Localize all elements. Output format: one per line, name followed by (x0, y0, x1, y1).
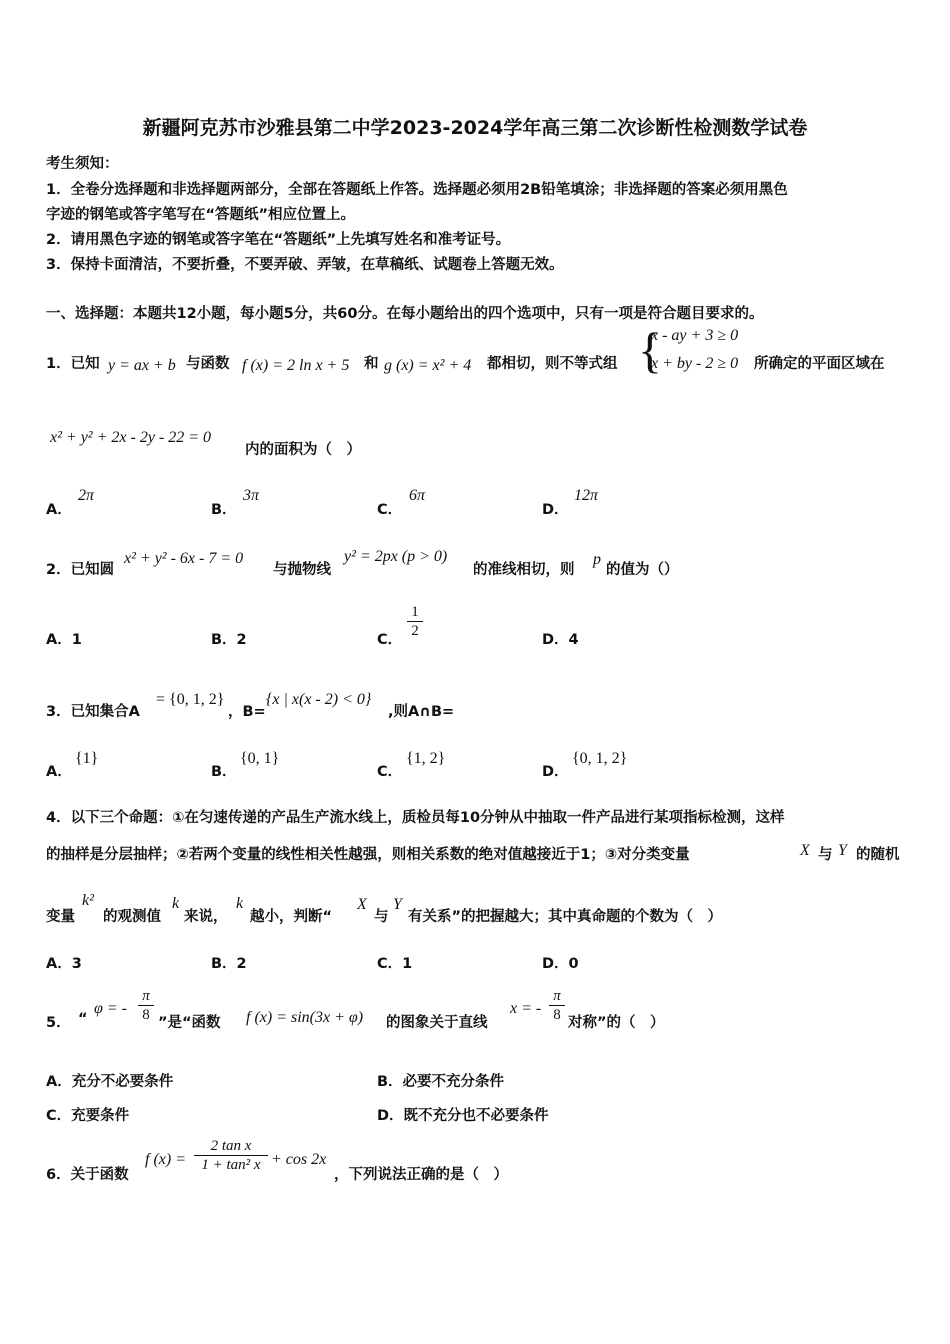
q1-f-formula: f (x) = 2 ln x + 5 (242, 357, 350, 374)
q6-number: 6．关于函数 (46, 1167, 129, 1183)
q5-text-3: 对称”的（ ） (568, 1015, 665, 1031)
section-heading: 一、选择题：本题共12小题，每小题5分，共60分。在每小题给出的四个选项中，只有一项是符合题目要求的。 (46, 306, 764, 322)
q5-x-equals: x = - (510, 1000, 542, 1017)
q1-text-5: 内的面积为（ ） (245, 442, 361, 458)
q2-parabola-formula: y² = 2px (p > 0) (344, 548, 448, 565)
q3-set-b: {x | x(x - 2) < 0} (266, 691, 372, 708)
q3-option-d-label: D． (542, 764, 569, 780)
q1-option-b-label: B． (211, 502, 237, 518)
q3-set-a: = {0, 1, 2} (156, 691, 225, 708)
q2-circle-formula: x² + y² - 6x - 7 = 0 (124, 550, 244, 567)
q2-option-c-denominator: 2 (411, 623, 419, 639)
q1-text-2: 和 (364, 356, 379, 372)
q4-line-3f: 有关系”的把握越大；其中真命题的个数为（ ） (408, 909, 723, 925)
q4-line-2a: 的抽样是分层抽样；②若两个变量的线性相关性越强，则相关系数的绝对值越接近于1；③对分类变量 (46, 847, 690, 863)
q4-option-b: B．2 (211, 956, 247, 972)
q5-f-formula: f (x) = sin(3x + φ) (246, 1009, 364, 1026)
notice-item-2: 2．请用黑色字迹的钢笔或答字笔在“答题纸”上先填写姓名和准考证号。 (46, 232, 511, 248)
q5-number: 5． (46, 1015, 71, 1031)
q4-var-x: X (800, 842, 810, 859)
q4-k-1: k (172, 895, 180, 912)
q5-quote-open: “ (78, 1011, 88, 1027)
notice-item-1-line-2: 字迹的钢笔或答字笔写在“答题纸”相应位置上。 (46, 207, 356, 223)
q1-number: 1．已知 (46, 356, 100, 372)
q4-line-3a: 变量 (46, 909, 75, 925)
q4-var-x-2: X (357, 896, 367, 913)
q6-tail-formula: + cos 2x (271, 1151, 327, 1168)
q5-option-a: A．充分不必要条件 (46, 1074, 174, 1090)
q4-option-d: D．0 (542, 956, 579, 972)
q1-text-1: 与函数 (186, 356, 230, 372)
q4-line-3e: 与 (374, 909, 389, 925)
q2-option-d: D．4 (542, 632, 579, 648)
q4-line-3b: 的观测值 (103, 909, 161, 925)
q5-x-fraction (549, 987, 565, 1024)
q1-text-4: 所确定的平面区域在 (754, 356, 885, 372)
q2-text-2: 的准线相切，则 (473, 562, 575, 578)
q5-option-c: C．充要条件 (46, 1108, 130, 1124)
q3-option-b-label: B． (211, 764, 237, 780)
q1-inequality-1: x - ay + 3 ≥ 0 (651, 327, 739, 344)
q1-option-a-label: A． (46, 502, 72, 518)
q1-option-d-value: 12π (574, 487, 599, 504)
q5-phi-equals: φ = - (94, 1000, 127, 1017)
q5-option-d: D．既不充分也不必要条件 (377, 1108, 549, 1124)
q1-text-3: 都相切，则不等式组 (487, 356, 618, 372)
q1-option-c-label: C． (377, 502, 403, 518)
q6-text-1: ，下列说法正确的是（ ） (334, 1167, 508, 1183)
q1-circle-formula: x² + y² + 2x - 2y - 22 = 0 (50, 429, 212, 446)
q5-text-2: 的图象关于直线 (386, 1015, 488, 1031)
q4-line-3d: 越小，判断“ (250, 909, 333, 925)
q2-text-1: 与抛物线 (273, 562, 331, 578)
page-title: 新疆阿克苏市沙雅县第二中学2023-2024学年高三第二次诊断性检测数学试卷 (142, 117, 808, 139)
q6-fraction (194, 1137, 268, 1174)
q3-option-c-value: {1, 2} (406, 750, 446, 767)
q6-denominator: 1 + tan² x (201, 1157, 261, 1173)
q2-option-b: B．2 (211, 632, 247, 648)
q4-line-2c: 的随机 (856, 847, 900, 863)
q4-var-y-2: Y (393, 896, 402, 913)
q4-var-y: Y (838, 842, 847, 859)
q5-phi-fraction (138, 987, 154, 1024)
q2-text-3: 的值为（） (606, 562, 679, 578)
q5-text-1: ”是“函数 (158, 1015, 221, 1031)
q4-option-a: A．3 (46, 956, 82, 972)
q3-text-2: ,则A∩B= (388, 704, 455, 720)
notice-item-3: 3．保持卡面清洁，不要折叠，不要弄破、弄皱，在草稿纸、试题卷上答题无效。 (46, 257, 564, 273)
notice-heading: 考生须知： (46, 156, 119, 172)
q2-option-c-fraction (407, 603, 423, 640)
q5-option-b: B．必要不充分条件 (377, 1074, 505, 1090)
q2-p-symbol: p (593, 551, 601, 568)
q1-g-formula: g (x) = x² + 4 (384, 357, 472, 374)
q3-text-1: ，B= (228, 704, 266, 720)
q5-phi-denominator: 8 (142, 1007, 150, 1023)
q5-x-denominator: 8 (553, 1007, 561, 1023)
q4-option-c: C．1 (377, 956, 413, 972)
q3-option-a-value: {1} (75, 750, 99, 767)
notice-item-1-line-1: 1．全卷分选择题和非选择题两部分，全部在答题纸上作答。选择题必须用2B铅笔填涂；非选择题的答案必须用黑色 (46, 182, 788, 198)
q1-option-b-value: 3π (243, 487, 260, 504)
q1-option-c-value: 6π (409, 487, 426, 504)
q1-line-formula: y = ax + b (108, 357, 176, 374)
q1-option-a-value: 2π (78, 487, 95, 504)
q1-option-d-label: D． (542, 502, 569, 518)
q4-line-2b: 与 (818, 847, 833, 863)
q5-x-numerator: π (553, 988, 561, 1004)
q4-line-3c: 来说， (184, 909, 228, 925)
q2-option-a: A．1 (46, 632, 82, 648)
q5-phi-numerator: π (142, 988, 150, 1004)
q6-f-equals: f (x) = (145, 1151, 186, 1168)
q1-system-brace: { (638, 322, 662, 378)
q3-option-c-label: C． (377, 764, 403, 780)
q2-option-c-numerator: 1 (411, 604, 419, 620)
q3-option-a-label: A． (46, 764, 72, 780)
q6-numerator: 2 tan x (210, 1138, 252, 1154)
q4-k-squared: k² (82, 892, 94, 909)
q2-option-c-label: C． (377, 632, 403, 648)
q3-number: 3．已知集合A (46, 704, 140, 720)
q4-k-2: k (236, 895, 244, 912)
q1-inequality-2: x + by - 2 ≥ 0 (651, 355, 739, 372)
q2-number: 2．已知圆 (46, 562, 115, 578)
q3-option-b-value: {0, 1} (240, 750, 280, 767)
q4-line-1: 4．以下三个命题：①在匀速传递的产品生产流水线上，质检员每10分钟从中抽取一件产品进行某项指标检测，这样 (46, 810, 785, 826)
q3-option-d-value: {0, 1, 2} (572, 750, 628, 767)
